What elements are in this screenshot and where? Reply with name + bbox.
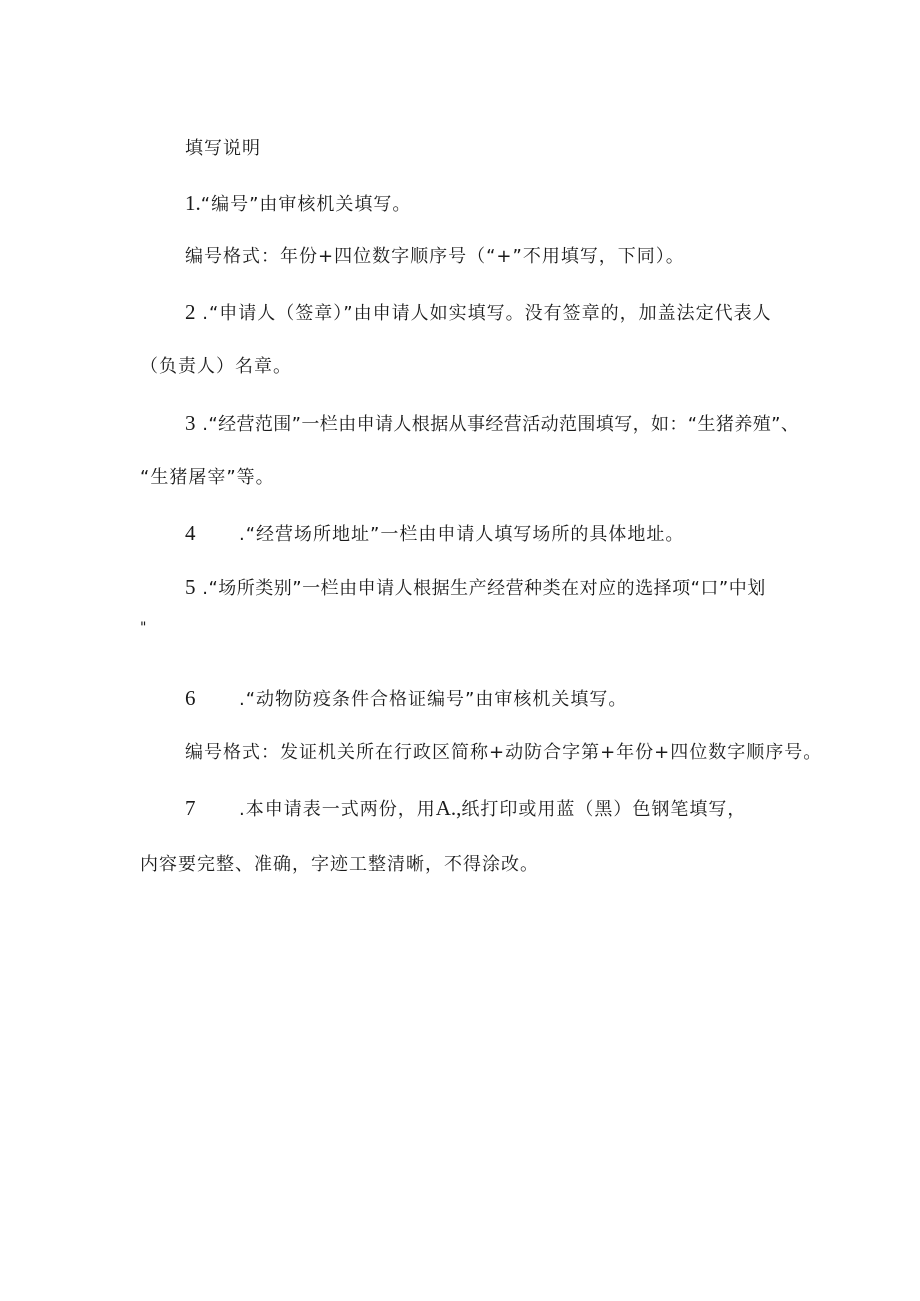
page-heading: 填写说明: [185, 138, 261, 159]
item-3-number: 3: [185, 411, 196, 435]
item-4-number: 4: [185, 521, 196, 545]
item-6-text: .“动物防疫条件合格证编号”由审核机关填写。: [239, 689, 628, 710]
item-2-line-a: [185, 300, 772, 326]
item-7-text-b: 内容要完整、准确，字迹工整清晰，不得涂改。: [140, 854, 539, 875]
item-6-number: 6: [185, 686, 196, 710]
item-2-text-b: （负责人）名章。: [140, 356, 292, 377]
item-1-text: “编号”由审核机关填写。: [200, 194, 412, 215]
item-7-number: 7: [185, 796, 196, 820]
item-7-text-post: 纸打印或用蓝（黑）色钢笔填写，: [461, 799, 747, 820]
item-5-number: 5: [185, 575, 196, 599]
item-3-line-a: [185, 411, 799, 437]
item-5-line-a: [185, 575, 766, 601]
item-5-text-a: .“场所类别”一栏由申请人根据生产经营种类在对应的选择项“口”中划: [202, 578, 766, 599]
item-4: [185, 521, 684, 547]
item-3-text-a: .“经营范围”一栏由申请人根据从事经营活动范围填写，如：“生猪养殖”、: [202, 414, 800, 435]
item-6: [185, 686, 627, 712]
item-1-number: 1.: [185, 191, 201, 215]
item-1-format: 编号格式：年份+四位数字顺序号（“+”不用填写，下同）。: [185, 246, 685, 267]
item-6-format: 编号格式：发证机关所在行政区简称+动防合字第+年份+四位数字顺序号。: [185, 742, 823, 763]
item-1: [185, 191, 411, 217]
item-7-line-a: [185, 796, 746, 822]
item-5-text-b: ": [140, 620, 148, 636]
item-3-text-b: “生猪屠宰”等。: [140, 467, 275, 488]
item-4-text: .“经营场所地址”一栏由申请人填写场所的具体地址。: [239, 524, 685, 545]
item-7-text-pre: .本申请表一式两份，用: [239, 799, 436, 820]
item-2-number: 2: [185, 300, 196, 324]
item-2-text-a: .“申请人（签章）”由申请人如实填写。没有签章的，加盖法定代表人: [202, 303, 772, 324]
item-7-text-latin: A.,: [435, 796, 462, 820]
